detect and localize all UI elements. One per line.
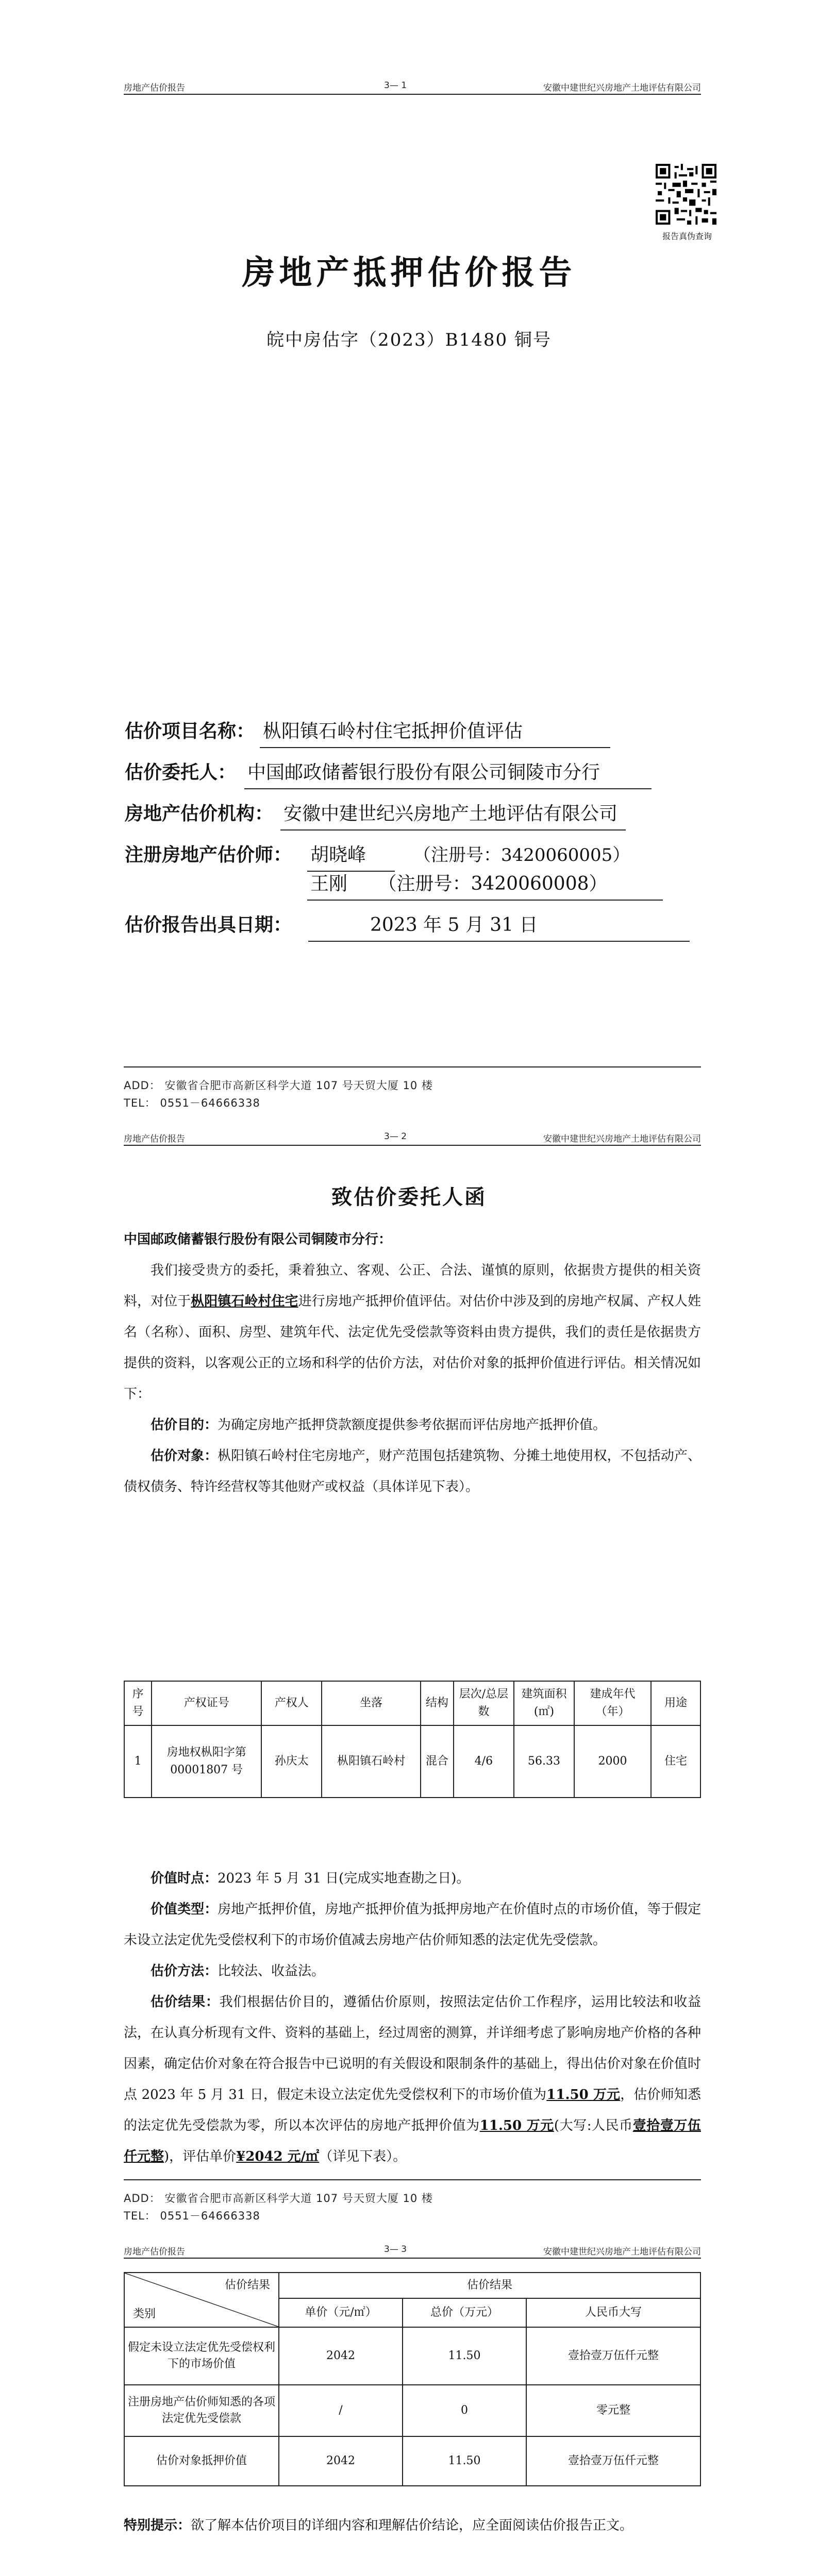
letter-body-top (124, 1224, 701, 1502)
page-number: 3— 3 (384, 2244, 407, 2255)
cell: 孙庆太 (261, 1725, 322, 1798)
purpose-text: 为确定房地产抵押贷款额度提供参考依据而评估房地产抵押价值。 (218, 1417, 607, 1433)
col-header: 序号 (124, 1681, 152, 1725)
appraiser2-name: 王刚 (310, 873, 348, 894)
value-time-label: 价值时点： (151, 1871, 218, 1886)
header-left: 房地产估价报告 (124, 1134, 185, 1144)
unit-price: ¥2042 元/㎡ (236, 2149, 320, 2164)
upper-cell: 壹拾壹万伍仟元整 (526, 2327, 700, 2385)
appraiser2-reg: （注册号：3420060008） (378, 873, 608, 894)
special-note (124, 2510, 701, 2541)
value-type-text: 房地产抵押价值，房地产抵押价值为抵押房地产在价值时点的市场价值，等于假定未设立法定优先受偿权利下的市场价值减去房地产估价师知悉的法定优先受偿款。 (124, 1902, 701, 1948)
col-unit-header: 单价（元/㎡） (279, 2298, 403, 2327)
mortgage-value-upper: 壹拾壹万伍仟元整 (124, 2118, 701, 2164)
note-label: 特别提示： (124, 2518, 191, 2533)
date-row (125, 910, 717, 951)
method-text: 比较法、收益法。 (218, 1963, 325, 1979)
agency-row (125, 799, 717, 840)
page-header (124, 2241, 701, 2259)
appraiser-label: 注册房地产估价师： (125, 844, 292, 866)
footer-tel: TEL： 0551－64666338 (124, 2210, 260, 2222)
header-category: 类别 (133, 2308, 156, 2320)
total-price-cell: 11.50 (403, 2327, 526, 2385)
header-group: 估价结果 (279, 2273, 700, 2298)
intro-location: 枞阳镇石岭村住宅 (191, 1294, 298, 1309)
col-header: 产权人 (261, 1681, 322, 1725)
col-total-header: 总价（万元） (403, 2298, 526, 2327)
table-row (124, 1725, 700, 1798)
appraiser1-reg: （注册号：3420060005） (413, 845, 630, 866)
page-footer (124, 2179, 701, 2225)
report-number: 皖中房估字（2023）B1480 铜号 (266, 330, 552, 350)
upper-cell: 零元整 (526, 2385, 700, 2436)
object-label: 估价对象： (151, 1448, 218, 1464)
header-right: 安徽中建世纪兴房地产土地评估有限公司 (543, 83, 701, 93)
letter-title: 致估价委托人函 (331, 1185, 487, 1209)
result-text-c: (大写:人民币 (554, 2118, 633, 2133)
cover-info (125, 716, 717, 951)
note-paragraph (124, 2510, 701, 2541)
row-label: 估价对象抵押价值 (124, 2436, 279, 2486)
result-text-a: 我们根据估价目的，遵循估价原则，按照法定估价工作程序，运用比较法和收益法，在认真分析现有文件、资料的基础上，经过周密的测算，并详细考虑了影响房地产价格的各种因素，确定估价对象在符合报告中已说明的有关假设和限制条件的基础上，得出估价对象在价值时点 2023 年 5 月 31 日，假定未设立法定优先受偿权利下的市场价值为 (124, 1994, 701, 2103)
table-header-row (124, 1681, 700, 1725)
header-right: 安徽中建世纪兴房地产土地评估有限公司 (543, 2247, 701, 2257)
object-text: 枞阳镇石岭村住宅房地产，财产范围包括建筑物、分摊土地使用权，不包括动产、债权债务、特许经营权等其他财产或权益（具体详见下表）。 (124, 1448, 701, 1495)
page-header (124, 1128, 701, 1146)
intro-text-a: 我们接受贵方的委托，秉着独立、客观、公正、合法、谨慎的原则，依据贵方提供的相关资料，对位于 (124, 1263, 701, 1309)
col-header: 层次/总层数 (454, 1681, 514, 1725)
row-label: 假定未设立法定优先受偿权利下的市场价值 (124, 2327, 279, 2385)
total-price-cell: 11.50 (403, 2436, 526, 2486)
cell: 56.33 (514, 1725, 574, 1798)
cell: 2000 (574, 1725, 651, 1798)
cell: 住宅 (651, 1725, 700, 1798)
value-time-text: 2023 年 5 月 31 日(完成实地查勘之日)。 (218, 1871, 470, 1886)
col-header: 用途 (651, 1681, 700, 1725)
table-row (124, 2327, 700, 2385)
qr-caption: 报告真伪查询 (662, 231, 712, 241)
cell: 4/6 (454, 1725, 514, 1798)
result-label: 估价结果： (151, 1994, 220, 2010)
letter-page (0, 1123, 818, 2236)
unit-price-cell: 2042 (279, 2436, 403, 2486)
market-value: 11.50 万元 (546, 2087, 621, 2103)
appraiser-row (125, 840, 717, 869)
result-text-b: ，估价师知悉的法定优先受偿款为零，所以本次评估的房地产抵押价值为 (124, 2087, 702, 2133)
footer-address: ADD： 安徽省合肥市高新区科学大道 107 号天贸大厦 10 楼 (124, 1079, 433, 1092)
agency-label: 房地产估价机构： (125, 803, 274, 824)
project-label: 估价项目名称： (125, 721, 255, 742)
date-value: 2023 年 5 月 31 日 (308, 910, 690, 942)
method-paragraph (124, 1956, 701, 1987)
client-row (125, 757, 717, 799)
header-item: 估价结果 (224, 2279, 270, 2292)
appraiser1-name: 胡晓峰 (307, 840, 395, 872)
intro-paragraph (124, 1255, 701, 1410)
cell: 房地权枞阳字第 00001807 号 (152, 1725, 261, 1798)
mortgage-value: 11.50 万元 (479, 2118, 554, 2133)
col-header: 结构 (421, 1681, 454, 1725)
project-value: 枞阳镇石岭村住宅抵押价值评估 (260, 716, 610, 748)
value-time-paragraph (124, 1863, 701, 1894)
cell: 1 (124, 1725, 152, 1798)
page-footer (124, 1066, 701, 1112)
purpose-paragraph (124, 1410, 701, 1440)
page-number: 3— 2 (384, 1131, 407, 1142)
agency-value: 安徽中建世纪兴房地产土地评估有限公司 (280, 799, 626, 831)
col-header: 建筑面积(㎡) (514, 1681, 574, 1725)
result-text-d: )，评估单价 (164, 2149, 237, 2164)
col-upper-header: 人民币大写 (526, 2298, 700, 2327)
header-left: 房地产估价报告 (124, 83, 185, 93)
unit-price-cell: 2042 (279, 2327, 403, 2385)
header-right: 安徽中建世纪兴房地产土地评估有限公司 (543, 1134, 701, 1144)
appraiser2-line (307, 869, 663, 901)
footer-address: ADD： 安徽省合肥市高新区科学大道 107 号天贸大厦 10 楼 (124, 2192, 433, 2205)
cell: 枞阳镇石岭村 (322, 1725, 421, 1798)
diagonal-header-cell (124, 2273, 279, 2327)
row-label: 注册房地产估价师知悉的各项法定优先受偿款 (124, 2385, 279, 2436)
cover-page (0, 0, 818, 1123)
unit-price-cell: / (279, 2385, 403, 2436)
intro-text-b: 进行房地产抵押价值评估。对估价中涉及到的房地产权属、产权人姓名（名称）、面积、房型、建筑年代、法定优先受偿款等资料由贵方提供，我们的责任是依据贵方提供的资料，以客观公正的立场和科学的估价方法，对估价对象的抵押价值进行评估。相关情况如下： (124, 1294, 701, 1402)
results-page (0, 2236, 818, 2576)
result-paragraph (124, 1987, 701, 2172)
letter-body-bottom (124, 1863, 701, 2172)
table-row (124, 2385, 700, 2436)
note-text: 欲了解本估价项目的详细内容和理解估价结论，应全面阅读估价报告正文。 (191, 2518, 633, 2533)
col-header: 坐落 (322, 1681, 421, 1725)
property-table (124, 1681, 701, 1798)
client-value: 中国邮政储蓄银行股份有限公司铜陵市分行 (244, 757, 652, 789)
header-left: 房地产估价报告 (124, 2247, 185, 2257)
page-header (124, 77, 701, 95)
results-table (124, 2272, 701, 2486)
client-label: 估价委托人： (125, 762, 237, 783)
total-price-cell: 0 (403, 2385, 526, 2436)
object-paragraph (124, 1440, 701, 1502)
results-header-row (124, 2273, 700, 2298)
cell: 混合 (421, 1725, 454, 1798)
footer-tel: TEL： 0551－64666338 (124, 1097, 260, 1109)
col-header: 建成年代（年） (574, 1681, 651, 1725)
addressee: 中国邮政储蓄银行股份有限公司铜陵市分行： (124, 1232, 392, 1247)
report-title: 房地产抵押估价报告 (242, 253, 576, 292)
value-type-paragraph (124, 1894, 701, 1956)
upper-cell: 壹拾壹万伍仟元整 (526, 2436, 700, 2486)
page-number: 3— 1 (384, 80, 407, 91)
method-label: 估价方法： (151, 1963, 218, 1979)
col-header: 产权证号 (152, 1681, 261, 1725)
purpose-label: 估价目的： (151, 1417, 218, 1433)
table-row (124, 2436, 700, 2486)
appraiser2-row (125, 869, 717, 910)
value-type-label: 价值类型： (151, 1902, 218, 1917)
qr-code-icon[interactable] (656, 164, 716, 225)
project-row (125, 716, 717, 757)
date-label: 估价报告出具日期： (125, 914, 292, 936)
result-text-e: （详见下表）。 (319, 2149, 407, 2164)
